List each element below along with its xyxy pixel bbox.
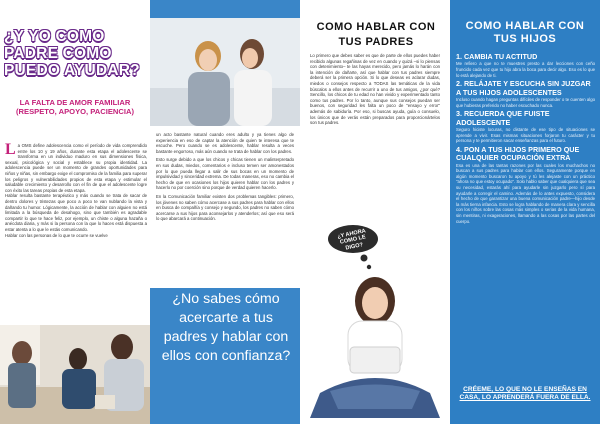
section-1-heading: 1. CAMBIA TU ACTITUD bbox=[456, 52, 538, 61]
panel3-title: COMO HABLAR CON TUS PADRES bbox=[316, 21, 436, 48]
mother-daughter-photo bbox=[150, 18, 300, 126]
dropcap: L bbox=[5, 141, 16, 158]
panel1-paragraph-1: a OMS define adolescencia como el período de vida comprendido entre los 10 y 19 años, durante esta etapa el adolescente se transforma en un individuo maduro en sus dimensiones física, sexual, psicológica y social y establece su propia identidad. La adolescencia puede ser un momento de grandes oportunidades para niños y niñas, sin embargo exige el compromiso de la familia para superar los peligros y vulnerabilidades propios de esta etapa y estimular el saludable crecimiento y desarrollo con el fin de que el adolescente logre con éxito las tareas propias de esta etapa. bbox=[5, 143, 147, 193]
panel2-body bbox=[156, 132, 294, 225]
panel2-paragraph-1: un acto bastante natural cuando eres adulto y ya tienes algo de experiencia en eso de captar la atención de quien te interesa que te escuche. Pero cuando se es adolescente, hablar resulta a veces bastante engorroso, más aún cuando se trata de hablar con los padres. bbox=[156, 132, 294, 154]
section-2-text: Incluso cuando hagan preguntas difíciles de responder o te cuenten algo que hubieras preferido no haber escuchado nunca. bbox=[456, 97, 595, 108]
closing-quote: CRÉEME, LO QUE NO LE ENSEÑAS EN CASA, LO APRENDERÁ FUERA DE ELLA. bbox=[459, 386, 591, 402]
section-3-heading: 3. RECUERDA QUE FUISTE ADOLESCENTE bbox=[456, 109, 550, 127]
panel1-title bbox=[4, 28, 150, 79]
panel2-paragraph-3: En la Comunicación familiar existen dos problemas tangibles: primero, los jóvenes no saben cómo acercase a sus padres para hablar con ellos en busca de compañía y consejo y segundo, los padres no saben cómo acercarse a sus hijos para aconsejarlos y atenderlos; así que eso será lo que abarcará a continuación. bbox=[156, 193, 294, 222]
family-photo bbox=[0, 325, 150, 424]
section-1-text: Me refiero a que no te muestres presto a dar lecciones con ceño fruncido cada vez que tu hijo abra la boca para decir algo. Eso es lo que lo está alejando de ti. bbox=[456, 61, 595, 78]
thinking-girl-photo bbox=[300, 213, 450, 424]
section-4-heading: 4. PON A TUS HIJOS PRIMERO QUE CUALQUIER OCUPACIÓN EXTRA bbox=[456, 144, 580, 163]
panel1-paragraph-3: Hablar con las personas de lo que te ocurre se vuelve bbox=[5, 232, 108, 238]
speech-bubble-text: ¿Y AHORA COMO LE DIGO? bbox=[336, 228, 367, 252]
section-2-heading: 2. RELÁJATE Y ESCUCHA SIN JUZGAR A TUS HIJOS ADOLESCENTES bbox=[456, 79, 591, 97]
title-line-1: ¿Y YO COMO bbox=[4, 28, 105, 45]
panel-2 bbox=[150, 0, 300, 424]
question-box bbox=[150, 288, 300, 424]
panel4-body bbox=[456, 53, 595, 226]
panel-4 bbox=[450, 0, 600, 424]
section-4-text: Esa es una de las tantas razones por las cuales los muchachos no buscan a sus padres para hablar con ellos. Seguramente porque en algún momento buscaron tu apoyo y tú les alejaste con un práctico "ahora no que estoy ocupado". Solo hablo saber que cualquiera que sea su necesidad, estarás ahí para ayudarle sin juzgarlo pero sí para ayudarle a corregir el camino. Además de lo antes expuesto, considera el hecho de que garantizar una buena comunicación padre—hijo desde la más tierna infancia. Esto se logra hablando de manera clara y sencilla con los niños sobre las cosas más simples o serias de la vida humana, sin mentiras, ni exageraciones, llamando a las cosas por las partes del cuerpo. bbox=[456, 162, 595, 224]
panel2-paragraph-2: Esto surge debido a que los chicos y chicas tienen un malinterpretado en sus dudas, miedos, comentarios e incluso temen ser amonestados por lo que pueda llegar a salir de sus bocas en un momento de impulsividad y sinceridad extrema. De todas maneras, eso no cambia el hecho de que en ocasiones los hijos quieren hablar con los padres y hacerlo no por coerción sino porque de verdad quieren hacerlo. bbox=[156, 157, 294, 191]
top-stripe bbox=[150, 0, 300, 18]
question-text: ¿No sabes cómo acercarte a tus padres y hablar con ellos con confianza? bbox=[161, 291, 291, 364]
section-3-text: Seguro hiciste locuras, no distante de ese tipo de situaciones se aprende a vivir. Esas mismas situaciones forjaron tu carácter y tu persona y te permitieron sacar enseñanzas para el futuro. bbox=[456, 127, 595, 144]
title-line-3: PUEDO AYUDAR? bbox=[4, 62, 140, 79]
panel-1 bbox=[0, 0, 150, 424]
family-photo-illustration bbox=[0, 325, 150, 424]
panel1-subtitle: LA FALTA DE AMOR FAMILIAR (RESPETO, APOYO, PACIENCIA) bbox=[16, 98, 134, 116]
panel1-paragraph-2: Hablar resulta bastante terapéutico y más cuando se trata de sacar de dentro dolores y tristezas que poco a poco te van nublando la vista y dañando tu humor. Lógicamente, la acción de hablar con alguien no está limitada a la búsqueda de desahogo, sino que también es agradable compartir lo que te hace feliz, por ejemplo, un chiste o alguna hazaña o anécdota diaria, y más si la persona con la que lo haces está dispuesta a estar atenta a lo que le estás comunicando. bbox=[5, 193, 147, 232]
panel3-body bbox=[310, 53, 440, 128]
panel1-body bbox=[5, 143, 147, 238]
mother-daughter-illustration bbox=[150, 18, 300, 126]
title-line-2: PADRE COMO bbox=[4, 45, 112, 62]
panel4-title: COMO HABLAR CON TUS HIJOS bbox=[465, 20, 585, 45]
thinking-girl-illustration bbox=[300, 213, 450, 424]
panel-3 bbox=[300, 0, 450, 424]
panel3-paragraph: Lo primero que debes saber es que de parte de ellos puedes haber recibido algunas regañinas de vez en cuando y quizá –si lo piensas con detenimiento– te las hayas merecido, pero jamás lo harán con la intención de dañarte, así que hablar con tus padres siempre deberá ser la primera opción. Si lo que deseas es aclarar dudas, miedos o consejos respecto a TODAS las temáticas de la vida búscalos a ellos antes de recurrir a uno de tus amigos, ¿por qué? Sencillo, los chicos de tu edad no han vivido y experimentado tanto como tus padres. Por lo tanto, aunque sus consejos puedan ser buenos, con seguridad les falta un poco de "ensayo y error" además de sabiduría. Por eso, si buscas ayuda, guía o consuelo, los únicos que de verás están preparados para proporcionártelos son tus padres. bbox=[310, 53, 440, 126]
